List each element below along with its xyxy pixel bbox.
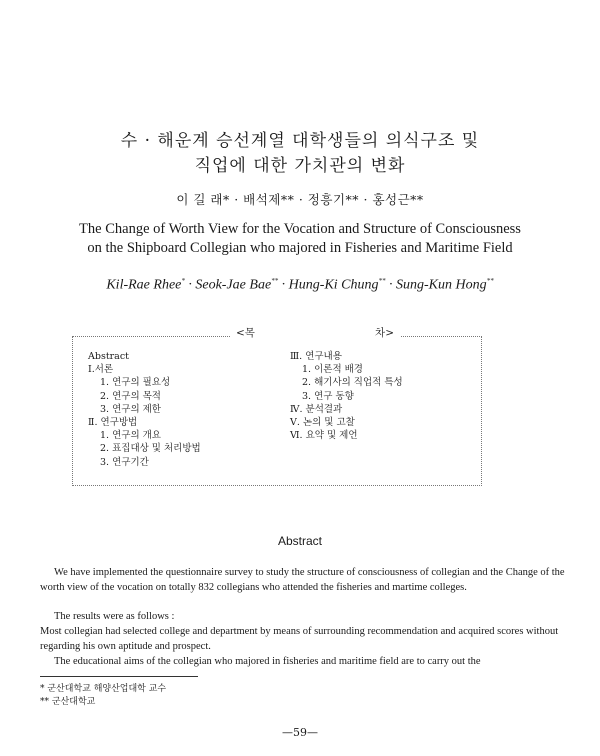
footnote-2: ** 군산대학교 bbox=[40, 697, 96, 707]
abstract-paragraph-4: The educational aims of the collegian who majored in fisheries and maritime field are to carry out the bbox=[54, 656, 481, 667]
toc-item: 1. 이론적 배경 bbox=[302, 364, 363, 376]
toc-item: Ⅵ. 요약 및 제언 bbox=[290, 430, 358, 442]
english-title-line-2: on the Shipboard Collegian who majored in Fisheries and Maritime Field bbox=[87, 240, 513, 256]
toc-item: 1. 연구의 필요성 bbox=[100, 377, 171, 389]
toc-item: Ⅰ.서론 bbox=[88, 364, 114, 376]
toc-item: 2. 연구의 목적 bbox=[100, 390, 161, 402]
toc-item: Ⅳ. 분석결과 bbox=[290, 403, 343, 415]
toc-item: 2. 표집대상 및 처리방법 bbox=[100, 443, 201, 455]
author-3-mark: ** bbox=[378, 277, 386, 285]
table-of-contents-heading bbox=[230, 325, 400, 340]
author-separator: · bbox=[278, 277, 289, 293]
toc-item: 3. 연구 동향 bbox=[302, 390, 354, 402]
toc-item: Ⅴ. 논의 및 고찰 bbox=[290, 417, 355, 429]
author-separator: · bbox=[184, 277, 196, 293]
author-2-mark: ** bbox=[271, 277, 279, 285]
abstract-heading: Abstract bbox=[277, 534, 322, 548]
abstract-paragraph-1: We have implemented the questionnaire survey to study the structure of consciousness of collegian and the Change of the worth view of the vocation on totally 832 collegians who attended the fisheries and martime colleges. bbox=[40, 567, 565, 593]
author-4: Sung-Kun Hong bbox=[396, 277, 487, 293]
korean-title-line-2: 직업에 대한 가치관의 변화 bbox=[194, 156, 406, 176]
toc-heading-right: 차> bbox=[375, 327, 394, 339]
author-3: Hung-Ki Chung bbox=[288, 277, 379, 293]
toc-heading-left: <목 bbox=[236, 327, 255, 339]
page-number: —59— bbox=[282, 726, 318, 739]
toc-item: 3. 연구기간 bbox=[100, 456, 149, 468]
author-separator: · bbox=[385, 277, 397, 293]
toc-item: Ⅲ. 연구내용 bbox=[290, 351, 342, 362]
abstract-paragraph-3: Most collegian had selected college and department by means of surrounding recommendation and acquired scores without regarding his own aptitude and prospect. bbox=[40, 626, 559, 652]
toc-item: 2. 해기사의 직업적 특성 bbox=[302, 377, 403, 389]
toc-item: Ⅱ. 연구방법 bbox=[88, 417, 138, 429]
english-title-line-1: The Change of Worth View for the Vocation and Structure of Consciousness bbox=[79, 221, 521, 237]
korean-authors: 이 길 래* · 배석제** · 정흥기** · 홍성근** bbox=[176, 192, 424, 207]
author-2: Seok-Jae Bae bbox=[195, 277, 272, 293]
author-1-mark: * bbox=[181, 277, 185, 285]
abstract-paragraph-2: The results were as follows : bbox=[54, 611, 175, 622]
toc-left-column bbox=[88, 350, 201, 469]
toc-right-column bbox=[290, 350, 403, 442]
english-authors bbox=[0, 277, 600, 294]
korean-title-line-1: 수 · 해운계 승선계열 대학생들의 의식구조 및 bbox=[120, 131, 480, 151]
toc-item: 3. 연구의 제한 bbox=[100, 403, 161, 415]
toc-item: Abstract bbox=[88, 351, 129, 362]
footnote-divider bbox=[40, 676, 198, 677]
toc-item: 1. 연구의 개요 bbox=[100, 430, 161, 442]
author-1: Kil-Rae Rhee bbox=[106, 277, 182, 293]
author-4-mark: ** bbox=[486, 277, 494, 285]
footnote-1: * 군산대학교 해양산업대학 교수 bbox=[40, 684, 167, 694]
